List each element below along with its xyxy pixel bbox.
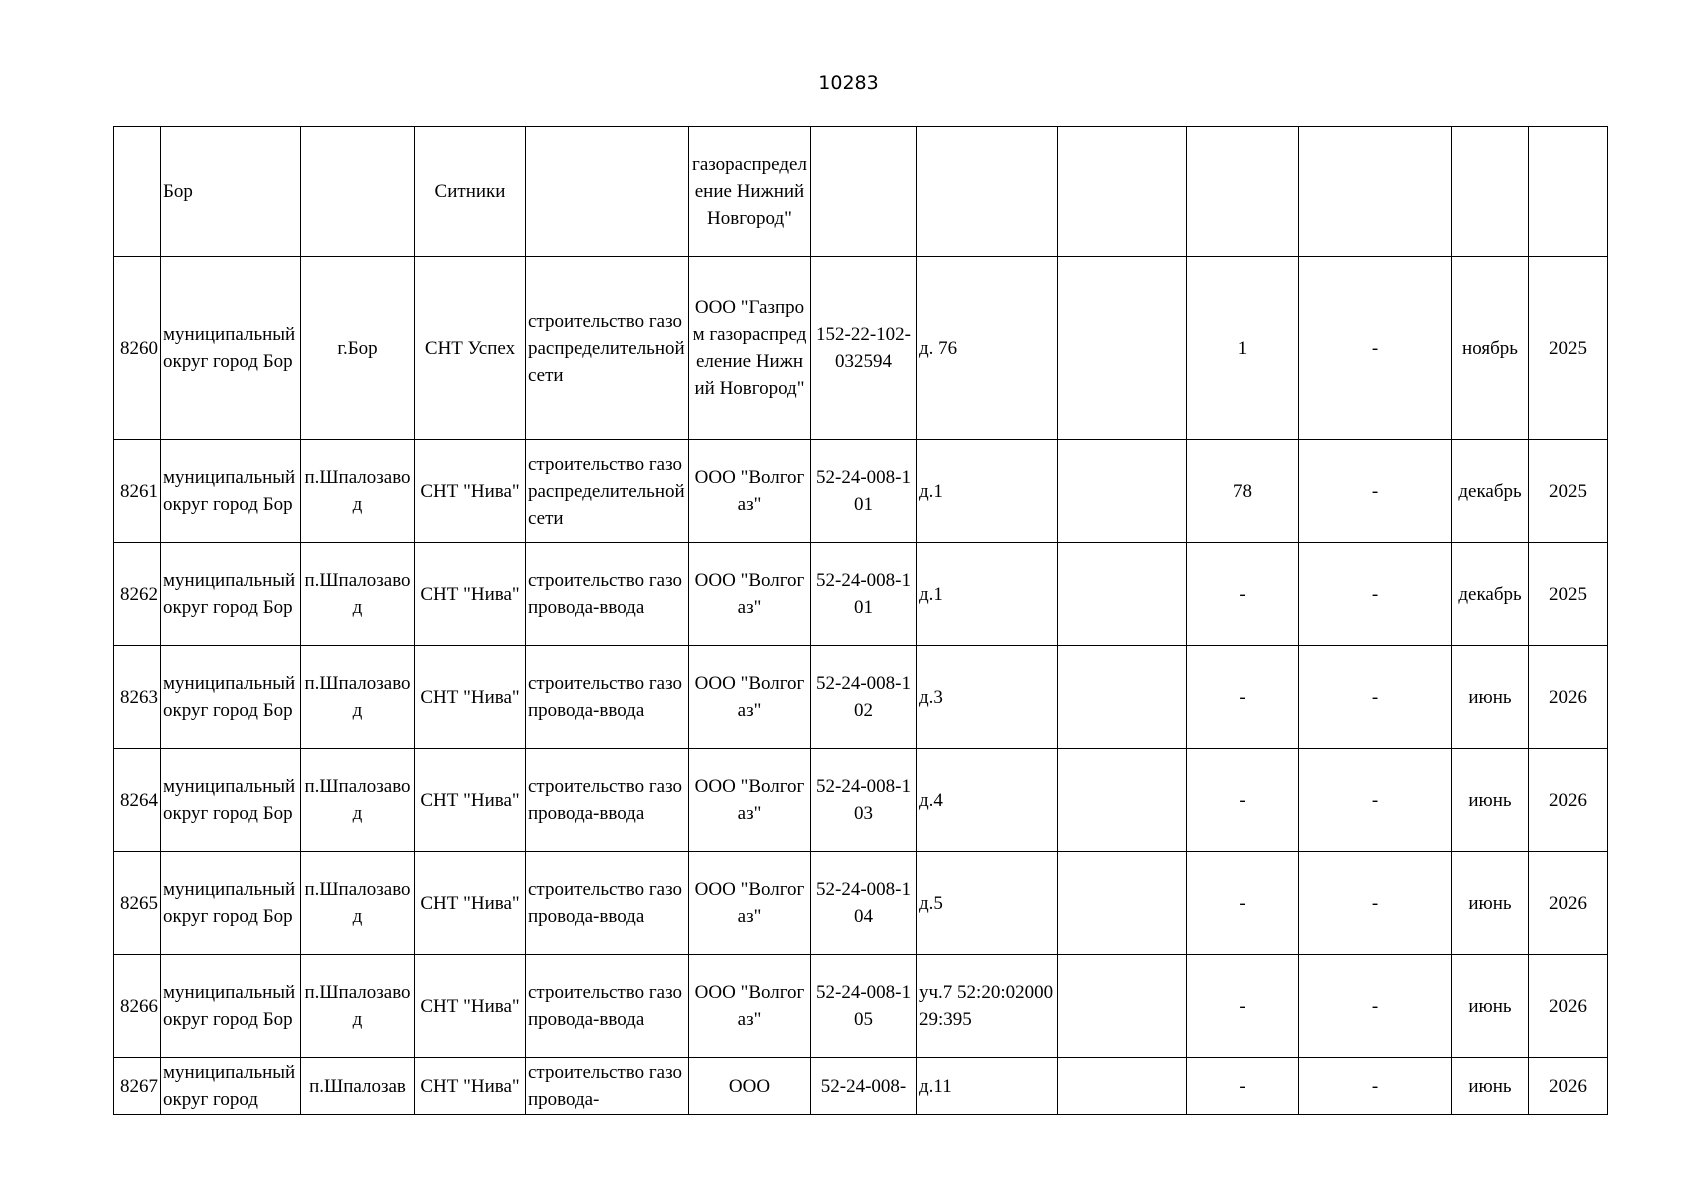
empty-cell — [1058, 257, 1187, 440]
table-row — [114, 852, 1608, 955]
table-row — [114, 749, 1608, 852]
count-cell: - — [1187, 852, 1299, 955]
year-cell: 2026 — [1529, 852, 1608, 955]
empty-cell — [1058, 127, 1187, 257]
row-number-cell: 8266 — [114, 955, 161, 1058]
district-cell: муниципальный округ город Бор — [161, 852, 301, 955]
value-cell: - — [1299, 749, 1452, 852]
work-type-cell: строительство газопровода-ввода — [526, 852, 689, 955]
empty-cell — [1058, 749, 1187, 852]
locality-cell: г.Бор — [301, 257, 415, 440]
row-number-cell: 8263 — [114, 646, 161, 749]
settlement-cell: СНТ "Нива" — [415, 852, 526, 955]
locality-cell: п.Шпалозавод — [301, 749, 415, 852]
district-cell: муниципальный округ город Бор — [161, 955, 301, 1058]
address-cell: д.1 — [917, 543, 1058, 646]
year-cell: 2026 — [1529, 955, 1608, 1058]
row-number-cell: 8261 — [114, 440, 161, 543]
count-cell: - — [1187, 646, 1299, 749]
organization-cell: ООО "Газпром газораспределение Нижний Новгород" — [689, 257, 811, 440]
address-cell: д.3 — [917, 646, 1058, 749]
value-cell: - — [1299, 440, 1452, 543]
settlement-cell: СНТ "Нива" — [415, 955, 526, 1058]
count-cell: 78 — [1187, 440, 1299, 543]
district-cell: Бор — [161, 127, 301, 257]
count-cell — [1187, 127, 1299, 257]
table-row — [114, 646, 1608, 749]
address-cell: д.11 — [917, 1058, 1058, 1115]
month-cell — [1452, 127, 1529, 257]
project-code-cell: 52-24-008-101 — [811, 543, 917, 646]
district-cell: муниципальный округ город Бор — [161, 543, 301, 646]
locality-cell: п.Шпалозавод — [301, 646, 415, 749]
address-cell — [917, 127, 1058, 257]
month-cell: июнь — [1452, 1058, 1529, 1115]
empty-cell — [1058, 543, 1187, 646]
value-cell: - — [1299, 646, 1452, 749]
locality-cell: п.Шпалозавод — [301, 955, 415, 1058]
empty-cell — [1058, 440, 1187, 543]
year-cell: 2026 — [1529, 646, 1608, 749]
organization-cell: ООО "Волгогаз" — [689, 852, 811, 955]
address-cell: д. 76 — [917, 257, 1058, 440]
value-cell: - — [1299, 257, 1452, 440]
count-cell: - — [1187, 1058, 1299, 1115]
table-row — [114, 543, 1608, 646]
month-cell: июнь — [1452, 852, 1529, 955]
table-row — [114, 440, 1608, 543]
settlement-cell: Ситники — [415, 127, 526, 257]
row-number-cell: 8262 — [114, 543, 161, 646]
value-cell: - — [1299, 543, 1452, 646]
project-code-cell — [811, 127, 917, 257]
settlement-cell: СНТ Успех — [415, 257, 526, 440]
month-cell: июнь — [1452, 646, 1529, 749]
table-row — [114, 257, 1608, 440]
organization-cell: ООО "Волгогаз" — [689, 749, 811, 852]
row-number-cell: 8267 — [114, 1058, 161, 1115]
empty-cell — [1058, 955, 1187, 1058]
organization-cell: ООО "Волгогаз" — [689, 955, 811, 1058]
locality-cell: п.Шпалозавод — [301, 852, 415, 955]
locality-cell: п.Шпалозавод — [301, 543, 415, 646]
work-type-cell: строительство газопровода- — [526, 1058, 689, 1115]
organization-cell: ООО "Волгогаз" — [689, 646, 811, 749]
empty-cell — [1058, 852, 1187, 955]
district-cell: муниципальный округ город Бор — [161, 749, 301, 852]
organization-cell: газораспределение Нижний Новгород" — [689, 127, 811, 257]
district-cell: муниципальный округ город Бор — [161, 257, 301, 440]
project-code-cell: 152-22-102-032594 — [811, 257, 917, 440]
settlement-cell: СНТ "Нива" — [415, 646, 526, 749]
locality-cell — [301, 127, 415, 257]
data-table — [113, 126, 1608, 1115]
count-cell: 1 — [1187, 257, 1299, 440]
project-code-cell: 52-24-008-104 — [811, 852, 917, 955]
organization-cell: ООО — [689, 1058, 811, 1115]
month-cell: июнь — [1452, 749, 1529, 852]
value-cell — [1299, 127, 1452, 257]
district-cell: муниципальный округ город — [161, 1058, 301, 1115]
page-number: 10283 — [818, 72, 879, 94]
month-cell: ноябрь — [1452, 257, 1529, 440]
table-row — [114, 1058, 1608, 1115]
work-type-cell — [526, 127, 689, 257]
project-code-cell: 52-24-008- — [811, 1058, 917, 1115]
row-number-cell: 8264 — [114, 749, 161, 852]
month-cell: декабрь — [1452, 440, 1529, 543]
district-cell: муниципальный округ город Бор — [161, 646, 301, 749]
month-cell: декабрь — [1452, 543, 1529, 646]
row-number-cell: 8260 — [114, 257, 161, 440]
table-row — [114, 127, 1608, 257]
organization-cell: ООО "Волгогаз" — [689, 440, 811, 543]
value-cell: - — [1299, 1058, 1452, 1115]
organization-cell: ООО "Волгогаз" — [689, 543, 811, 646]
work-type-cell: строительство газопровода-ввода — [526, 749, 689, 852]
year-cell: 2025 — [1529, 543, 1608, 646]
address-cell: д.1 — [917, 440, 1058, 543]
locality-cell: п.Шпалозав — [301, 1058, 415, 1115]
month-cell: июнь — [1452, 955, 1529, 1058]
settlement-cell: СНТ "Нива" — [415, 440, 526, 543]
count-cell: - — [1187, 955, 1299, 1058]
project-code-cell: 52-24-008-103 — [811, 749, 917, 852]
empty-cell — [1058, 1058, 1187, 1115]
empty-cell — [1058, 646, 1187, 749]
year-cell: 2026 — [1529, 1058, 1608, 1115]
settlement-cell: СНТ "Нива" — [415, 749, 526, 852]
value-cell: - — [1299, 955, 1452, 1058]
year-cell — [1529, 127, 1608, 257]
project-code-cell: 52-24-008-105 — [811, 955, 917, 1058]
project-code-cell: 52-24-008-101 — [811, 440, 917, 543]
district-cell: муниципальный округ город Бор — [161, 440, 301, 543]
work-type-cell: строительство газораспределительной сети — [526, 257, 689, 440]
settlement-cell: СНТ "Нива" — [415, 543, 526, 646]
count-cell: - — [1187, 543, 1299, 646]
work-type-cell: строительство газопровода-ввода — [526, 646, 689, 749]
year-cell: 2025 — [1529, 440, 1608, 543]
work-type-cell: строительство газопровода-ввода — [526, 955, 689, 1058]
locality-cell: п.Шпалозавод — [301, 440, 415, 543]
work-type-cell: строительство газораспределительной сети — [526, 440, 689, 543]
settlement-cell: СНТ "Нива" — [415, 1058, 526, 1115]
row-number-cell: 8265 — [114, 852, 161, 955]
row-number-cell — [114, 127, 161, 257]
work-type-cell: строительство газопровода-ввода — [526, 543, 689, 646]
year-cell: 2025 — [1529, 257, 1608, 440]
project-code-cell: 52-24-008-102 — [811, 646, 917, 749]
table-row — [114, 955, 1608, 1058]
value-cell: - — [1299, 852, 1452, 955]
count-cell: - — [1187, 749, 1299, 852]
address-cell: уч.7 52:20:0200029:395 — [917, 955, 1058, 1058]
address-cell: д.5 — [917, 852, 1058, 955]
year-cell: 2026 — [1529, 749, 1608, 852]
address-cell: д.4 — [917, 749, 1058, 852]
